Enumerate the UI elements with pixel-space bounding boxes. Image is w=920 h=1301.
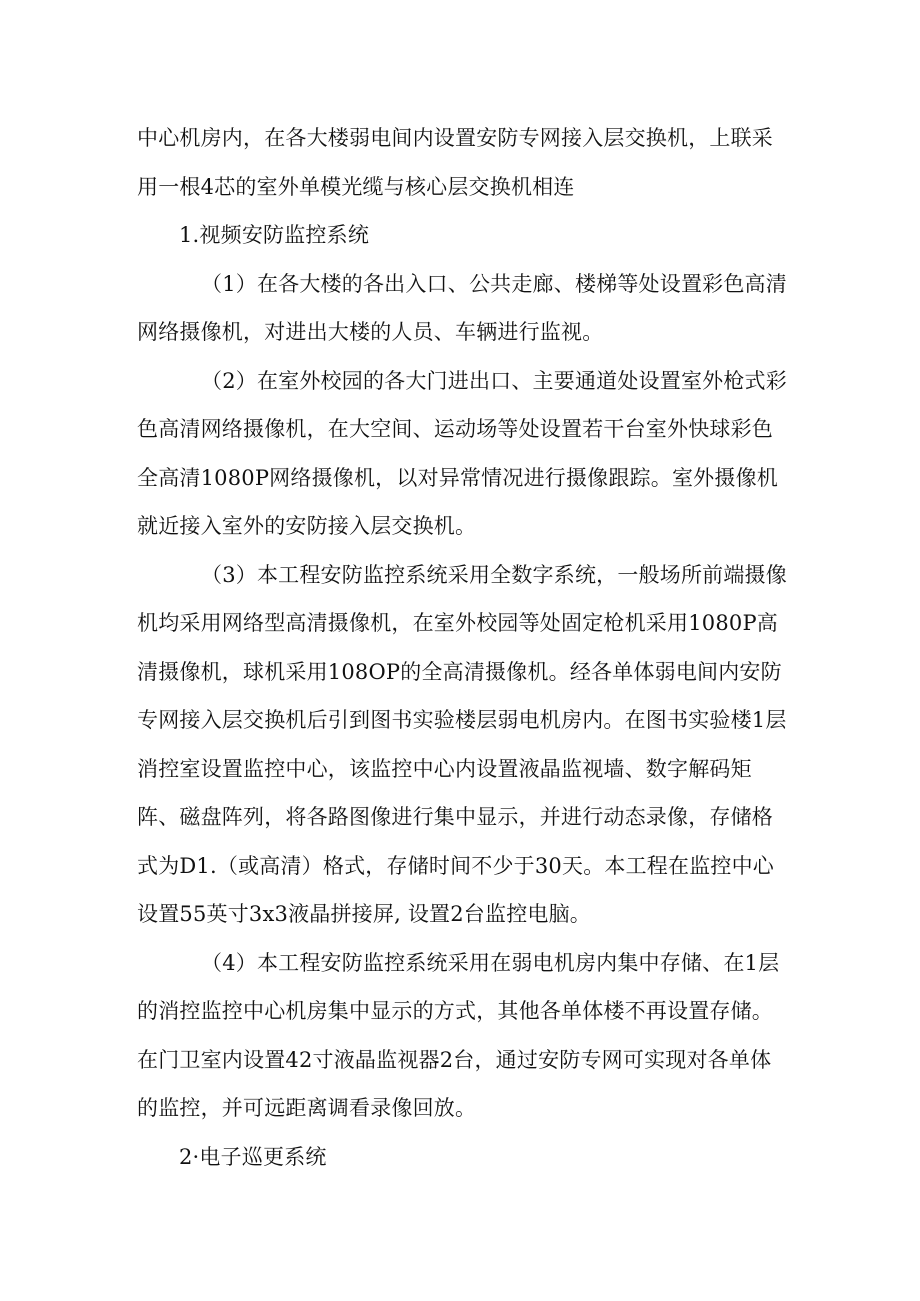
paragraph-item-1: （1）在各大楼的各出入口、公共走廊、楼梯等处设置彩色高清网络摄像机，对进出大楼的人员、车辆进行监视。: [137, 271, 787, 344]
section-heading-electronic-patrol: 2·电子巡更系统: [179, 1144, 327, 1169]
paragraph-network-connection: 中心机房内，在各大楼弱电间内设置安防专网接入层交换机，上联采用一根4芯的室外单模光缆与核心层交换机相连: [137, 126, 773, 199]
paragraph-item-3: （3）本工程安防监控系统采用全数字系统，一般场所前端摄像机均采用网络型高清摄像机，在室外校园等处固定枪机采用1080P高清摄像机，球机采用108OP的全高清摄像机。经各单体弱电间内安防专网接入层交换机后引到图书实验楼层弱电机房内。在图书实验楼1层消控室设置监控中心，该监控中心内设置液晶监视墙、数字解码矩阵、磁盘阵列，将各路图像进行集中显示，并进行动态录像，存储格式为D1.（或高清）格式，存储时间不少于30天。本工程在监控中心设置55英寸3x3液晶拼接屏, 设置2台监控电脑。: [137, 562, 787, 926]
paragraph-item-4: （4）本工程安防监控系统采用在弱电机房内集中存储、在1层的消控监控中心机房集中显示的方式，其他各单体楼不再设置存储。在门卫室内设置42寸液晶监视器2台，通过安防专网可实现对各单体的监控，并可远距离调看录像回放。: [137, 950, 780, 1120]
paragraph-item-2: （2）在室外校园的各大门进出口、主要通道处设置室外枪式彩色高清网络摄像机，在大空间、运动场等处设置若干台室外快球彩色全高清1080P网络摄像机，以对异常情况进行摄像跟踪。室外摄像机就近接入室外的安防接入层交换机。: [137, 368, 787, 538]
section-heading-video-security: 1.视频安防监控系统: [179, 223, 370, 247]
document-body: [137, 114, 787, 1181]
